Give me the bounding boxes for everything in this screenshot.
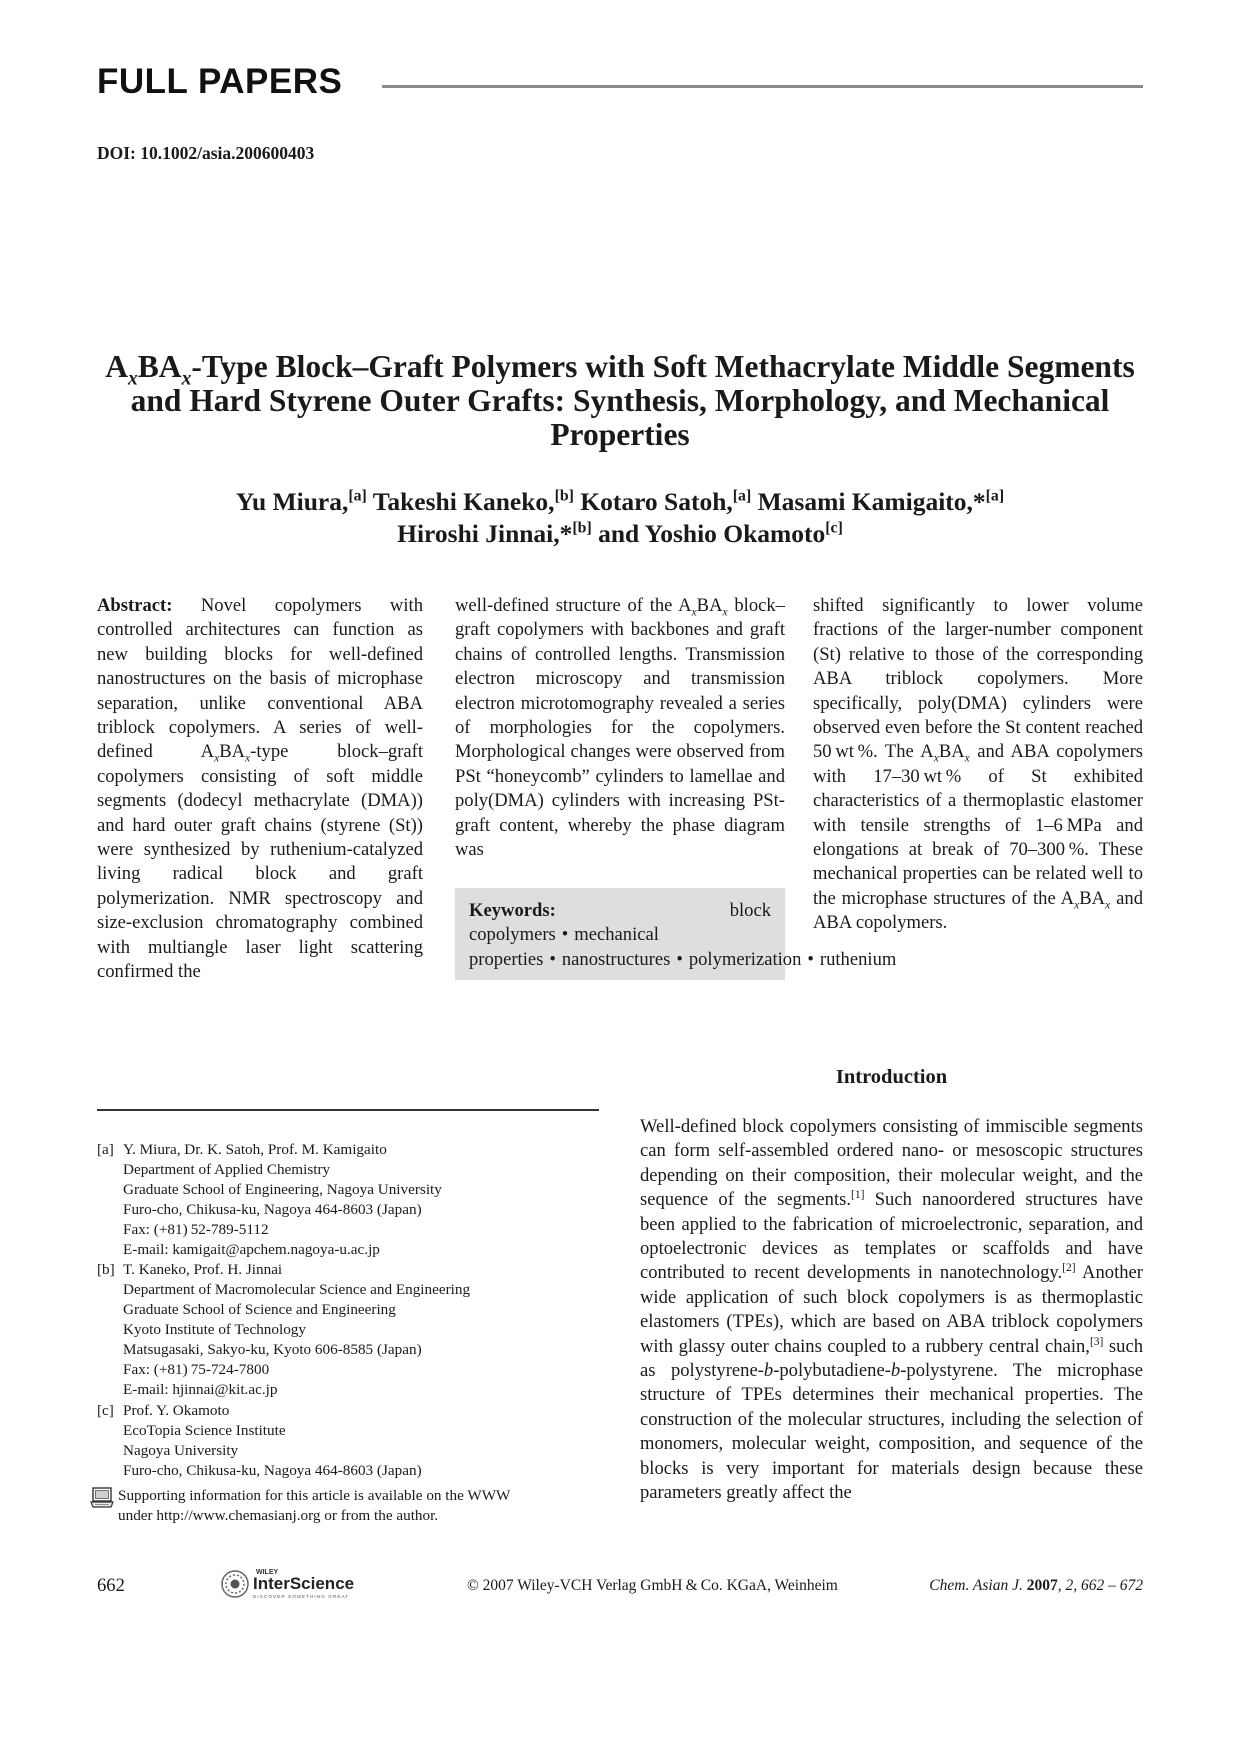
- keyword: mechanical properties: [469, 924, 659, 970]
- keywords-box: Keywords: block copolymers • mechanical properties • nanostructures • polymerization • ruthenium: [455, 888, 785, 980]
- supporting-info-note: Supporting information for this article is available on the WWW under http://www.chemasianj.org or from the author.: [90, 1486, 600, 1526]
- svg-text:WILEY: WILEY: [256, 1569, 279, 1576]
- keyword: polymerization: [688, 948, 802, 970]
- abstract-column-2: well-defined structure of the $A_xBA_x$ block–graft copolymers with backbones and graft chains of controlled lengths. Transmission electron microscopy and transmission electron microtomography revealed a series of morphologies for the copolymers. Morphological changes were observed from PSt “honeycomb” cylinders to lamellae and poly(DMA) cylinders with increasing PSt-graft content, whereby the phase diagram was: [455, 595, 785, 861]
- keyword: ruthenium: [819, 948, 897, 970]
- title-line-1: $A_xBA_x$-Type Block–Graft Polymers with Soft Methacrylate Middle Segments: [105, 349, 1135, 390]
- doi: DOI: 10.1002/asia.200600403: [97, 143, 315, 163]
- copyright: © 2007 Wiley-VCH Verlag GmbH & Co. KGaA, Weinheim: [467, 1577, 838, 1594]
- title-line-2: and Hard Styrene Outer Grafts: Synthesis, Morphology, and Mechanical: [130, 383, 1110, 418]
- keyword: nanostructures: [561, 948, 671, 970]
- article-title: [97, 350, 1143, 452]
- affiliation: [c] Prof. Y. Okamoto EcoTopia Science Institute Nagoya University Furo-cho, Chikusa-ku, Nagoya 464-8603 (Japan): [97, 1401, 422, 1479]
- svg-text:InterScience: InterScience: [253, 1574, 355, 1593]
- computer-icon: [90, 1487, 118, 1526]
- keywords-label: Keywords:: [469, 900, 556, 921]
- interscience-logo: [216, 1563, 376, 1601]
- author: Kotaro Satoh,[a]: [580, 487, 752, 516]
- email-link[interactable]: E-mail: hjinnai@kit.ac.jp: [123, 1380, 278, 1398]
- footnote-rule: [97, 1109, 599, 1111]
- abstract-column-1: Abstract: Novel copolymers with controlled architectures can function as new building blocks for well-defined nanostructures on the basis of microphase separation, unlike conventional ABA triblock copolymers. A series of well-defined $A_xBA_x$-type block–graft copolymers consisting of soft middle segments (dodecyl methacrylate (DMA)) and hard outer graft chains (styrene (St)) were synthesized by ruthenium-catalyzed living radical block and graft polymerization. NMR spectroscopy and size-exclusion chromatography combined with multiangle laser light scattering confirmed the: [97, 595, 423, 983]
- abstract-label: Abstract:: [97, 595, 173, 616]
- title-line-3: Properties: [550, 417, 690, 452]
- author: Hiroshi Jinnai,*[b]: [397, 519, 592, 548]
- header-rule: [382, 85, 1143, 88]
- affiliations: [97, 1140, 607, 1481]
- globe-icon: [222, 1571, 248, 1597]
- author: Takeshi Kaneko,[b]: [372, 487, 574, 516]
- journal-citation: Chem. Asian J. 2007, 2, 662 – 672: [929, 1577, 1143, 1594]
- introduction-text: Well-defined block copolymers consisting of immiscible segments can form self-assembled ordered nano- or mesoscopic structures depending on their composition, their molecular weight, and the sequence of the segments.[1] Such nanoordered structures have been applied to the fabrication of microelectronic, separation, and optoelectronic devices as templates or scaffolds and have contributed to recent developments in nanotechnology.[2] Another wide application of such block copolymers is as thermoplastic elastomers (TPEs), which are based on ABA triblock copolymers with glassy outer chains coupled to a rubbery central chain,[3] such as polystyrene-b-polybutadiene-b-polystyrene. The microphase structure of TPEs determines their mechanical properties. The construction of the molecular structures, including the selection of monomers, molecular weight, composition, and sequence of the blocks is very important for materials design because these parameters greatly affect the: [640, 1116, 1144, 1504]
- keyword: block copolymers: [469, 900, 771, 946]
- section-label: FULL PAPERS: [97, 62, 343, 101]
- svg-text:DISCOVER SOMETHING GREAT: DISCOVER SOMETHING GREAT: [253, 1594, 350, 1599]
- author: Masami Kamigaito,*[a]: [757, 487, 1005, 516]
- introduction-heading: Introduction: [835, 1066, 948, 1088]
- page-number: 662: [97, 1575, 125, 1596]
- abstract-column-3: shifted significantly to lower volume fractions of the larger-number component (St) relative to those of the corresponding ABA triblock copolymers. More specifically, poly(DMA) cylinders were observed even before the St content reached 50 wt %. The $A_xBA_x$ and ABA copolymers with 17–30 wt % of St exhibited characteristics of a thermoplastic elastomer with tensile strengths of 1–6 MPa and elongations at break of 70–300 %. These mechanical properties can be related well to the microphase structures of the $A_xBA_x$ and ABA copolymers.: [813, 595, 1143, 934]
- affiliation: [b] T. Kaneko, Prof. H. Jinnai Department of Macromolecular Science and Engineering Graduate School of Science and Engineering Kyoto Institute of Technology Matsugasaki, Sakyo-ku, Kyoto 606-8585 (Japan) Fax: (+81) 75-724-7800 E-mail: hjinnai@kit.ac.jp: [97, 1261, 471, 1398]
- author: Yu Miura,[a]: [235, 487, 367, 516]
- author: and Yoshio Okamoto[c]: [598, 519, 843, 548]
- email-link[interactable]: E-mail: kamigait@apchem.nagoya-u.ac.jp: [123, 1240, 380, 1258]
- supporting-info-link[interactable]: under http://www.chemasianj.org or from the author.: [118, 1506, 439, 1524]
- affiliation: [a] Y. Miura, Dr. K. Satoh, Prof. M. Kamigaito Department of Applied Chemistry Graduate School of Engineering, Nagoya University Furo-cho, Chikusa-ku, Nagoya 464-8603 (Japan) Fax: (+81) 52-789-5112 E-mail: kamigait@apchem.nagoya-u.ac.jp: [97, 1141, 442, 1258]
- author-list: [97, 486, 1143, 550]
